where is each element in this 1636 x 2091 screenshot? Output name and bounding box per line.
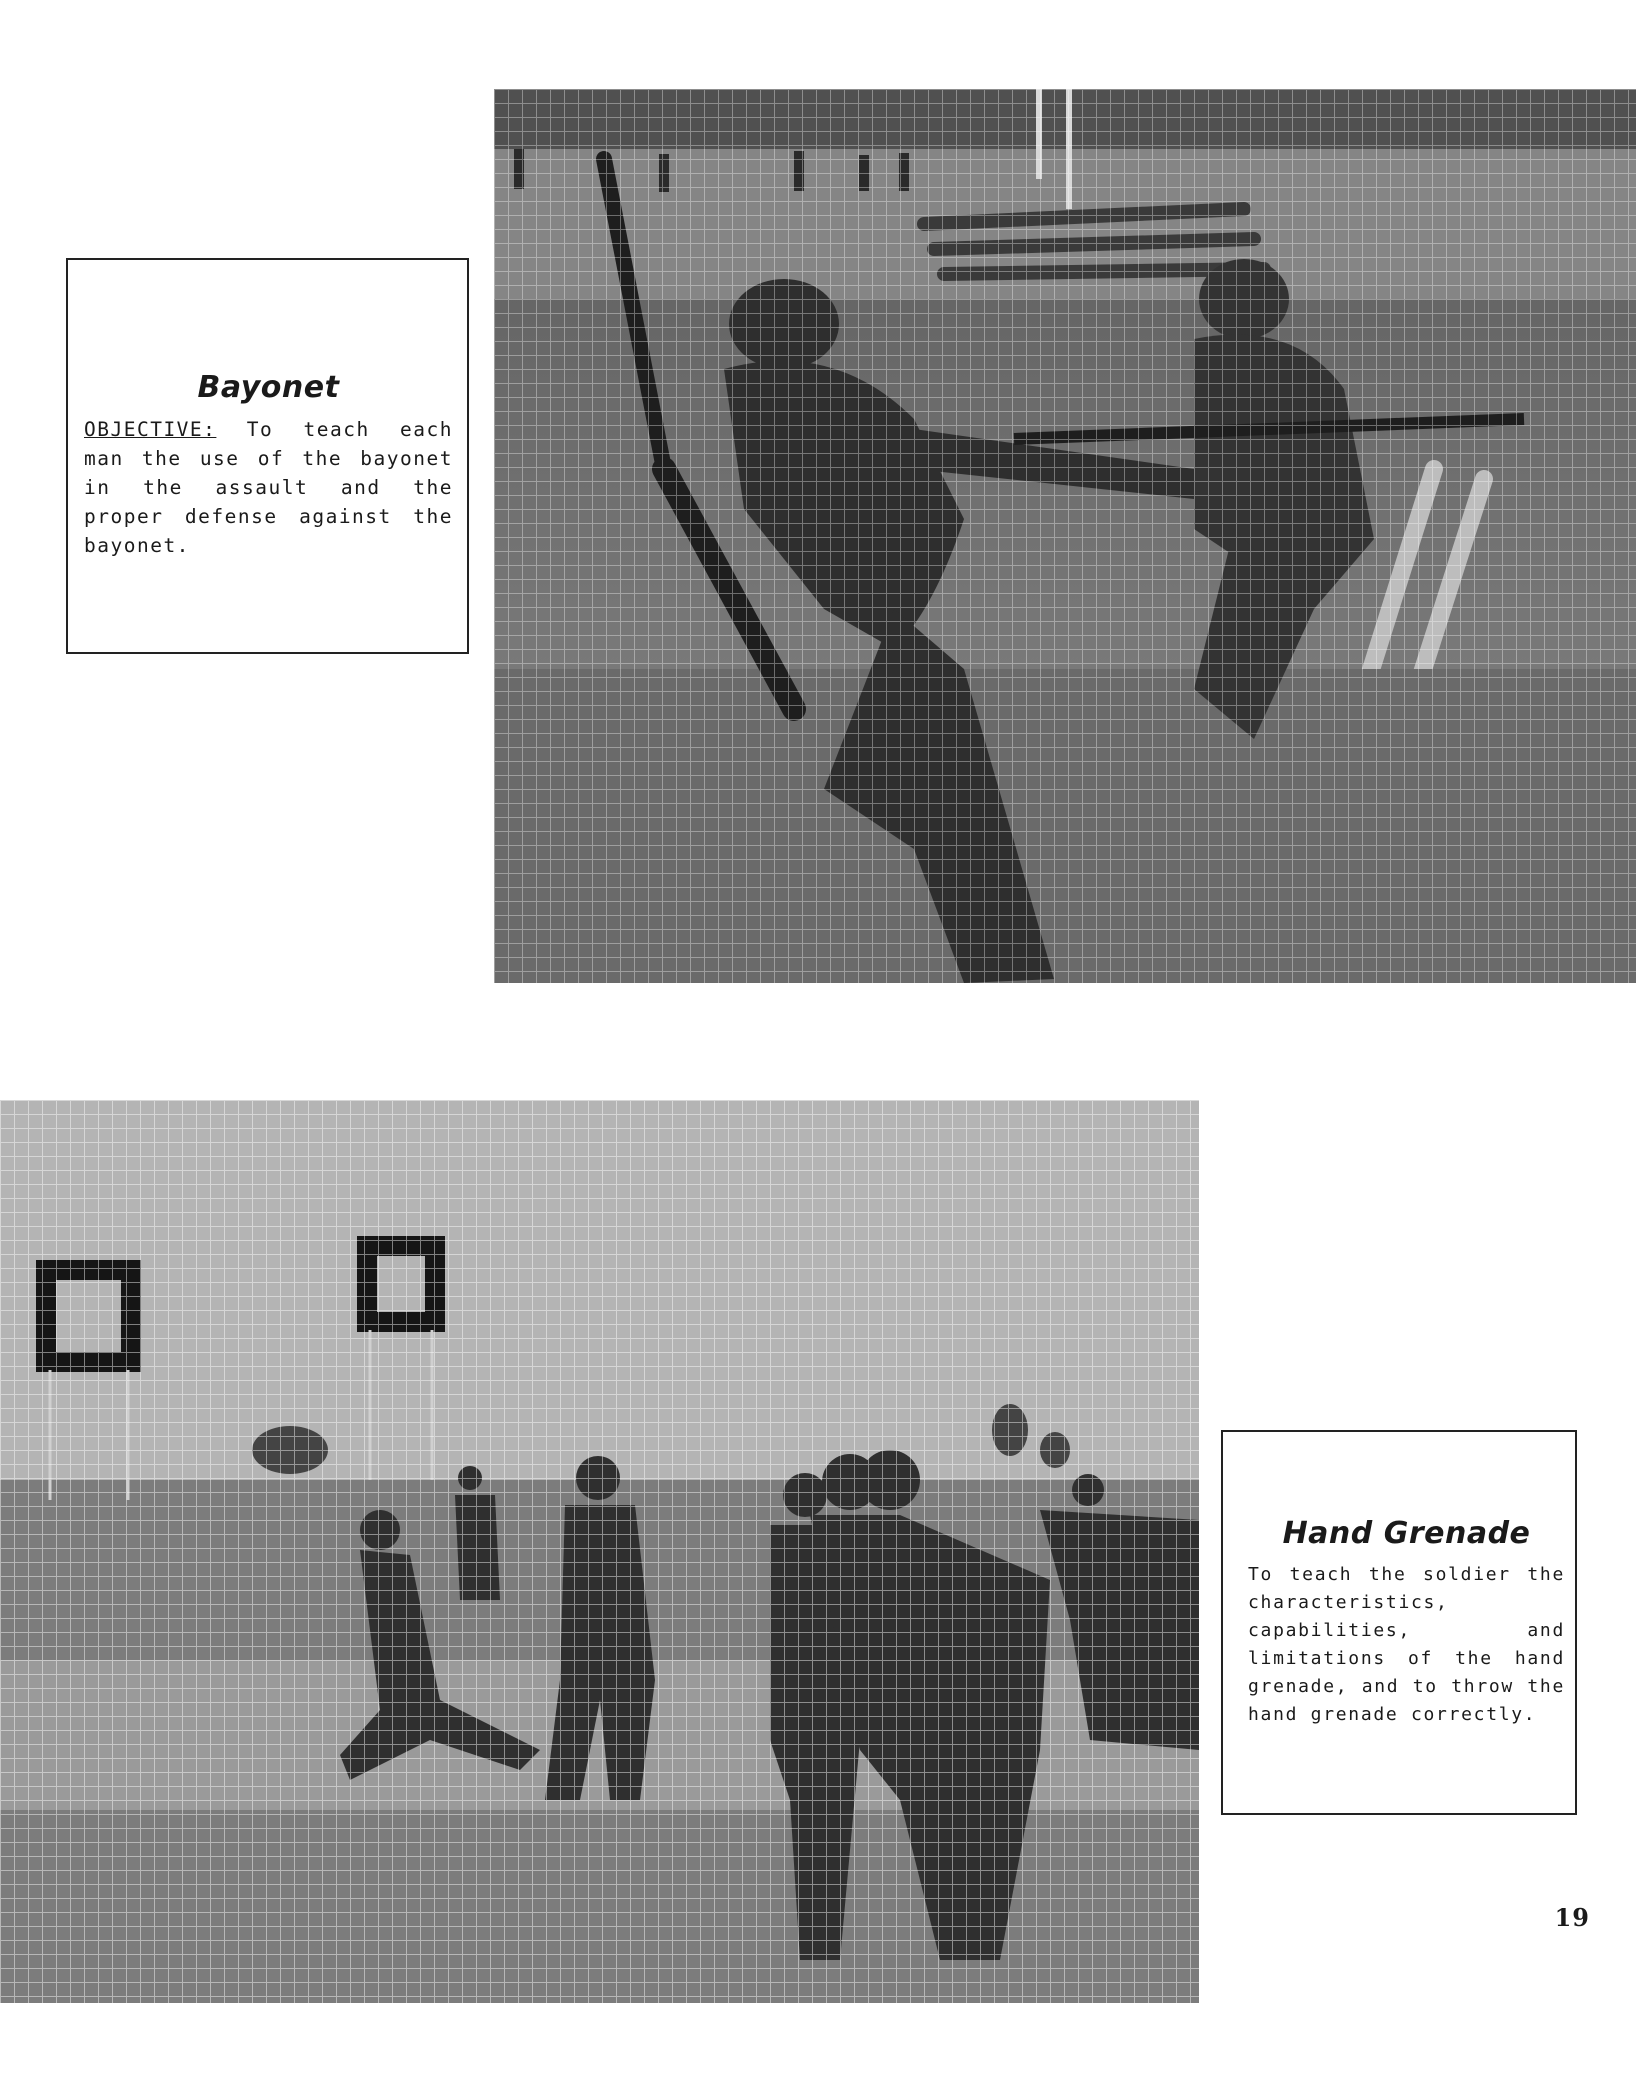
bayonet-photo-graphic	[494, 89, 1636, 983]
objective-label: OBJECTIVE:	[84, 418, 217, 441]
bayonet-training-photo	[494, 89, 1636, 983]
bayonet-title: Bayonet	[197, 370, 340, 405]
grenade-photo-graphic	[0, 1100, 1199, 2003]
bayonet-objective	[84, 415, 453, 560]
hand-grenade-caption-box	[1221, 1430, 1577, 1815]
bayonet-objective-text: To teach each man the use of the bayonet in the assault and the proper defense against the bayonet.	[84, 418, 453, 557]
hand-grenade-training-photo	[0, 1100, 1199, 2003]
hand-grenade-text: To teach the soldier the characteristics, capabilities, and limitations of the hand grenade, and to throw the hand grenade correctly.	[1248, 1564, 1565, 1725]
hand-grenade-title: Hand Grenade	[1282, 1516, 1531, 1551]
bayonet-caption-box	[66, 258, 469, 654]
page-number: 19	[1554, 1903, 1590, 1932]
